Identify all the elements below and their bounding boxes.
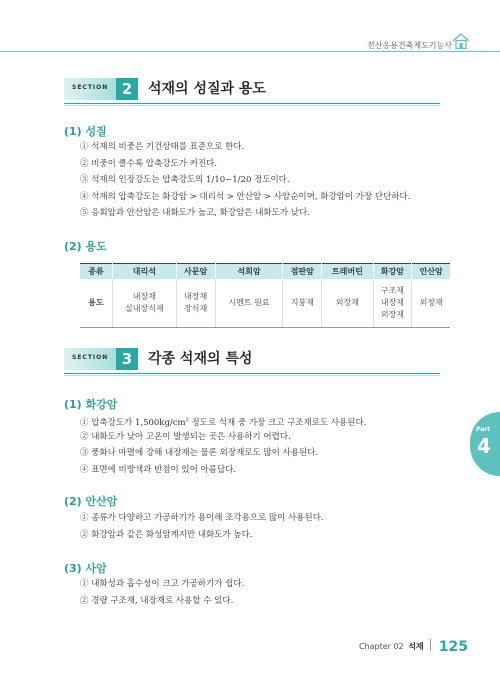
chapter-label: Chapter 02	[358, 642, 404, 651]
table-header-cell: 점판암	[283, 264, 322, 280]
list-item: ① 내화성과 흡수성이 크고 가공하기가 쉽다.	[80, 579, 245, 589]
list-item: ② 경량 구조재, 내장재로 사용할 수 있다.	[80, 595, 234, 606]
table-cell: 외장재	[322, 279, 373, 328]
list-item: ③ 풍화나 마멸에 강해 내장재는 물론 외장재로도 많이 사용된다.	[80, 448, 319, 458]
part-number: 4	[477, 434, 491, 458]
table-cell: 구조재 내장재 외장재	[373, 279, 412, 328]
footer-divider	[430, 639, 431, 651]
section-rule-light	[64, 375, 440, 376]
sandstone-heading: (3) 사암	[64, 562, 107, 575]
list-item: ④ 석재의 압축강도는 화강암 > 대리석 > 안산암 > 사암순이며, 화강암이 가장 단단하다.	[80, 191, 411, 202]
sandstone-list	[80, 576, 244, 609]
table-cell: 외장재	[412, 279, 450, 328]
table-cell: 내장재 실내장식재	[113, 279, 177, 328]
list-item: ① 압축강도가 $1,500kg/cm^2$ 정도로 석재 중 가장 크고 구조재로도 사용된다.	[80, 417, 367, 428]
andesite-heading: (2) 안산암	[64, 495, 118, 508]
table-header-cell: 종류	[80, 264, 113, 280]
andesite-list	[80, 510, 324, 543]
section-number: 2	[116, 78, 138, 100]
table-cell: 시멘트 원료	[215, 279, 283, 328]
section-rule	[64, 373, 440, 374]
properties-heading: (1) 성질	[64, 125, 107, 138]
section-title: 석재의 성질과 용도	[148, 81, 266, 97]
page-number: 125	[438, 639, 468, 655]
table-header-cell: 사문암	[176, 264, 215, 280]
list-item: ② 화강암과 같은 화성암계지만 내화도가 높다.	[80, 529, 253, 540]
section-rule-light	[64, 105, 440, 106]
granite-list	[80, 412, 366, 478]
book-title: 전산응용건축제도기능사	[366, 41, 452, 50]
list-item: ⑤ 응회암과 안산암은 내화도가 높고, 화강암은 내화도가 낮다.	[80, 208, 310, 218]
page-footer	[359, 639, 468, 655]
table-header-cell: 안산암	[412, 264, 450, 280]
table-cell: 지붕재	[283, 279, 322, 328]
list-item: ② 비중이 클수록 압축강도가 커진다.	[80, 158, 217, 169]
table-row-label: 용도	[80, 279, 113, 328]
section-number: 3	[116, 348, 138, 370]
chapter-name: 석재	[408, 642, 424, 651]
section-tag: SECTION	[64, 348, 130, 370]
table-header-cell: 석회암	[215, 264, 283, 280]
part-tab	[470, 412, 500, 476]
uses-heading: (2) 용도	[64, 240, 107, 253]
table-header-cell: 대리석	[113, 264, 177, 280]
section-tag: SECTION	[64, 78, 130, 100]
list-item: ③ 석재의 인장강도는 압축강도의 1/10~1/20 정도이다.	[80, 175, 290, 185]
table-header-cell: 화강암	[373, 264, 412, 280]
table-row	[80, 279, 450, 328]
list-item: ① 석재의 비중은 기건상태를 표준으로 한다.	[80, 142, 245, 152]
section-2-banner	[64, 78, 440, 100]
list-item: ② 내화도가 낮아 고온이 발생되는 곳은 사용하기 어렵다.	[80, 431, 291, 442]
house-icon	[452, 32, 470, 50]
section-3-banner	[64, 348, 440, 370]
section-rule	[64, 103, 440, 104]
part-label: Part	[476, 426, 491, 433]
table-header-cell: 트래버틴	[322, 264, 373, 280]
table-cell: 내장재 장식재	[176, 279, 215, 328]
section-title: 각종 석재의 특성	[148, 351, 253, 367]
properties-list	[80, 139, 410, 222]
list-item: ① 종류가 다양하고 가공하기가 용이해 조각용으로 많이 사용된다.	[80, 513, 324, 523]
granite-heading: (1) 화강암	[64, 398, 118, 411]
uses-table	[80, 263, 450, 328]
list-item: ④ 표면에 비방색과 반점이 있어 아름답다.	[80, 464, 237, 475]
header-rule	[0, 51, 500, 52]
